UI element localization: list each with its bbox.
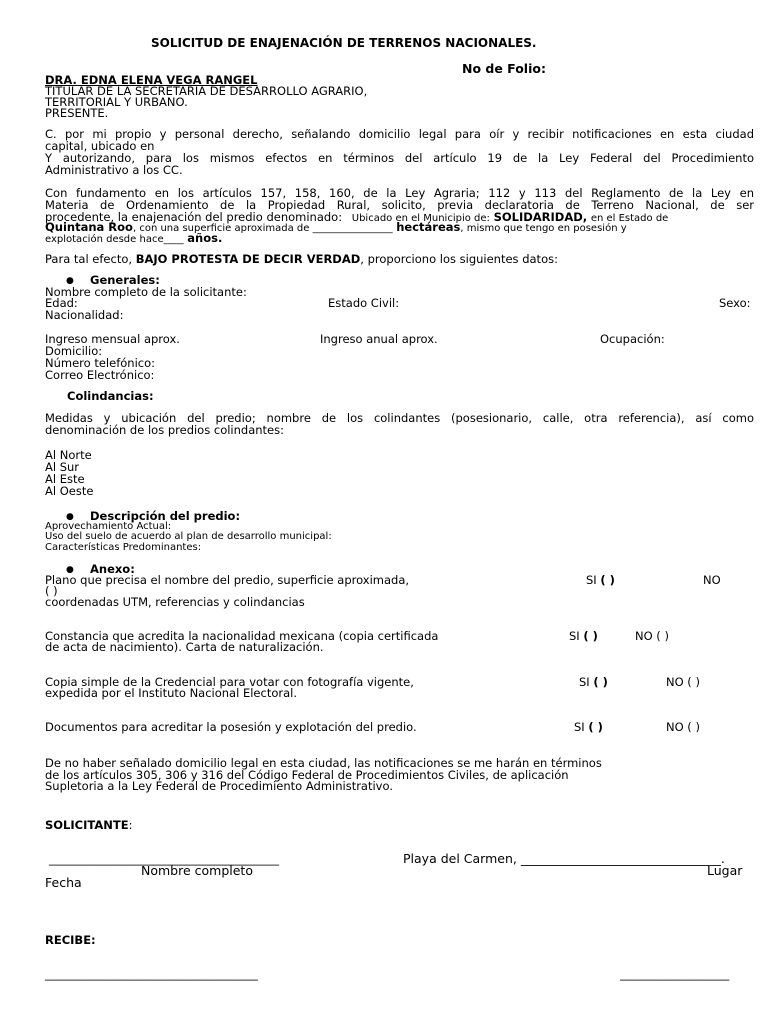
- addressee-presente: PRESENTE.: [45, 106, 109, 120]
- recibe-label: RECIBE:: [45, 933, 96, 947]
- uso-suelo-label: Uso del suelo de acuerdo al plan de desarrollo municipal:: [45, 531, 332, 542]
- signature-line[interactable]: ________________________________________: [49, 852, 279, 866]
- telefono-label: Número telefónico:: [45, 356, 155, 370]
- protesta-post: , proporciono los siguientes datos:: [360, 252, 558, 266]
- anexo-item2-no[interactable]: NO ( ): [635, 629, 669, 643]
- protesta-pre: Para tal efecto,: [45, 252, 133, 266]
- si-checkbox[interactable]: ( ): [583, 629, 598, 643]
- protesta-bold: BAJO PROTESTA DE DECIR VERDAD: [135, 252, 361, 266]
- recibe-date-line[interactable]: ___________________: [620, 967, 730, 981]
- solicitante-colon: :: [128, 818, 133, 832]
- fecha-label: Fecha: [45, 875, 82, 890]
- fundamento-line5: [45, 232, 222, 246]
- fundamento-explotacion-label: explotación desde hace____: [45, 234, 184, 245]
- anexo-item4-no[interactable]: NO ( ): [666, 720, 700, 734]
- si-label: SI: [586, 573, 597, 587]
- anexo-item1-line1: Plano que precisa el nombre del predio, superficie aproximada,: [45, 573, 410, 587]
- anexo-heading: Anexo:: [90, 562, 135, 576]
- lugar-label: Lugar: [707, 863, 743, 878]
- lugar-field[interactable]: Playa del Carmen, ________________________________.: [403, 851, 725, 866]
- colindancias-text1: Medidas y ubicación del predio; nombre de los colindantes (posesionario, calle, otra referencia), así como: [45, 411, 754, 425]
- si-label: SI: [569, 629, 580, 643]
- si-checkbox[interactable]: ( ): [593, 675, 608, 689]
- intro-line4: Administrativo a los CC.: [45, 163, 183, 177]
- al-oeste-label: Al Oeste: [45, 484, 94, 498]
- intro-line1: C. por mi propio y personal derecho, señalando domicilio legal para oír y recibir notificaciones en esta ciudad: [45, 127, 754, 141]
- edad-label: Edad:: [45, 296, 78, 310]
- domicilio-label: Domicilio:: [45, 344, 103, 358]
- colindancias-text2: denominación de los predios colindantes:: [45, 423, 284, 437]
- ingreso-mensual-label: Ingreso mensual aprox.: [45, 332, 180, 346]
- descripcion-heading: Descripción del predio:: [90, 509, 241, 523]
- si-checkbox[interactable]: ( ): [588, 720, 603, 734]
- fundamento-estado-value: Quintana Roo: [45, 220, 133, 234]
- folio-label: No de Folio:: [462, 61, 546, 76]
- notificaciones-line3: Supletoria a la Ley Federal de Procedimiento Administrativo.: [45, 779, 393, 793]
- al-este-label: Al Este: [45, 472, 85, 486]
- fundamento-predio-label: procedente, la enajenación del predio denominado:: [45, 210, 343, 224]
- al-norte-label: Al Norte: [45, 448, 92, 462]
- anexo-item1-line2: coordenadas UTM, referencias y colindancias: [45, 595, 305, 609]
- fundamento-municipio-value: SOLIDARIDAD,: [493, 210, 588, 224]
- notificaciones-line1: De no haber señalado domicilio legal en esta ciudad, las notificaciones se me harán en términos: [45, 756, 602, 770]
- si-label: SI: [574, 720, 585, 734]
- si-label: SI: [579, 675, 590, 689]
- anexo-item1-no-checkbox[interactable]: ( ): [45, 584, 58, 598]
- fundamento-superficie-label: , con una superficie aproximada de ________________: [132, 223, 393, 234]
- recibe-signature-line[interactable]: _____________________________________: [45, 967, 258, 981]
- addressee-title-line1: TITULAR DE LA SECRETARIA DE DESARROLLO AGRARIO,: [45, 84, 368, 98]
- anexo-item2-si: [569, 630, 598, 642]
- fundamento-line2: Materia de Ordenamiento de la Propiedad Rural, solicito, previa declaratoria de Terreno Nacional, de ser: [45, 198, 754, 212]
- document-title: SOLICITUD DE ENAJENACIÓN DE TERRENOS NACIONALES.: [151, 36, 537, 50]
- ocupacion-label: Ocupación:: [600, 332, 665, 346]
- fundamento-posesion-label: , mismo que tengo en posesión y: [460, 223, 627, 234]
- anexo-item4-si: [574, 721, 603, 733]
- anexo-item1-si: [586, 574, 615, 586]
- correo-label: Correo Electrónico:: [45, 368, 155, 382]
- bullet-icon: ●: [66, 512, 74, 522]
- anexo-item4-line1: Documentos para acreditar la posesión y explotación del predio.: [45, 720, 417, 734]
- fundamento-municipio-label: Ubicado en el Municipio de:: [351, 213, 490, 224]
- fundamento-hectareas: hectáreas: [396, 220, 461, 234]
- fundamento-line1: Con fundamento en los artículos 157, 158, 160, de la Ley Agraria; 112 y 113 del Reglamento de la Ley en: [45, 186, 754, 200]
- si-checkbox[interactable]: ( ): [600, 573, 615, 587]
- anexo-item3-line1: Copia simple de la Credencial para votar con fotografía vigente,: [45, 675, 414, 689]
- bullet-icon: ●: [66, 565, 74, 575]
- protesta-line: [45, 253, 558, 265]
- aprovechamiento-label: Aprovechamiento Actual:: [45, 521, 172, 532]
- anexo-item1-no-label: NO: [703, 573, 721, 587]
- anexo-item2-line2: de acta de nacimiento). Carta de naturalización.: [45, 640, 324, 654]
- ingreso-anual-label: Ingreso anual aprox.: [320, 332, 438, 346]
- colindancias-heading: Colindancias:: [67, 389, 154, 403]
- nacionalidad-label: Nacionalidad:: [45, 308, 124, 322]
- caracteristicas-label: Características Predominantes:: [45, 542, 202, 553]
- anexo-item3-si: [579, 676, 608, 688]
- fundamento-estado-label: en el Estado de: [590, 213, 669, 224]
- al-sur-label: Al Sur: [45, 460, 80, 474]
- intro-line3: Y autorizando, para los mismos efectos en términos del artículo 19 de la Ley Federal del Procedimiento: [45, 151, 754, 165]
- anexo-item2-line1: Constancia que acredita la nacionalidad mexicana (copia certificada: [45, 629, 439, 643]
- addressee-title-line2: TERRITORIAL Y URBANO.: [45, 95, 188, 109]
- generales-heading: Generales:: [90, 273, 160, 287]
- nombre-label: Nombre completo de la solicitante:: [45, 285, 247, 299]
- fundamento-anos: años.: [187, 231, 223, 245]
- estado-civil-label: Estado Civil:: [328, 296, 400, 310]
- intro-line2: capital, ubicado en: [45, 139, 155, 153]
- nombre-completo-label: Nombre completo: [141, 863, 253, 878]
- sexo-label: Sexo:: [719, 296, 751, 310]
- solicitante-label: [45, 819, 132, 831]
- anexo-item3-no[interactable]: NO ( ): [666, 675, 700, 689]
- notificaciones-line2: de los artículos 305, 306 y 316 del Código Federal de Procedimientos Civiles, de aplicación: [45, 768, 569, 782]
- addressee-name: DRA. EDNA ELENA VEGA RANGEL: [45, 73, 258, 87]
- anexo-item3-line2: expedida por el Instituto Nacional Electoral.: [45, 686, 297, 700]
- solicitante-text: SOLICITANTE: [45, 818, 129, 832]
- bullet-icon: ●: [66, 276, 74, 286]
